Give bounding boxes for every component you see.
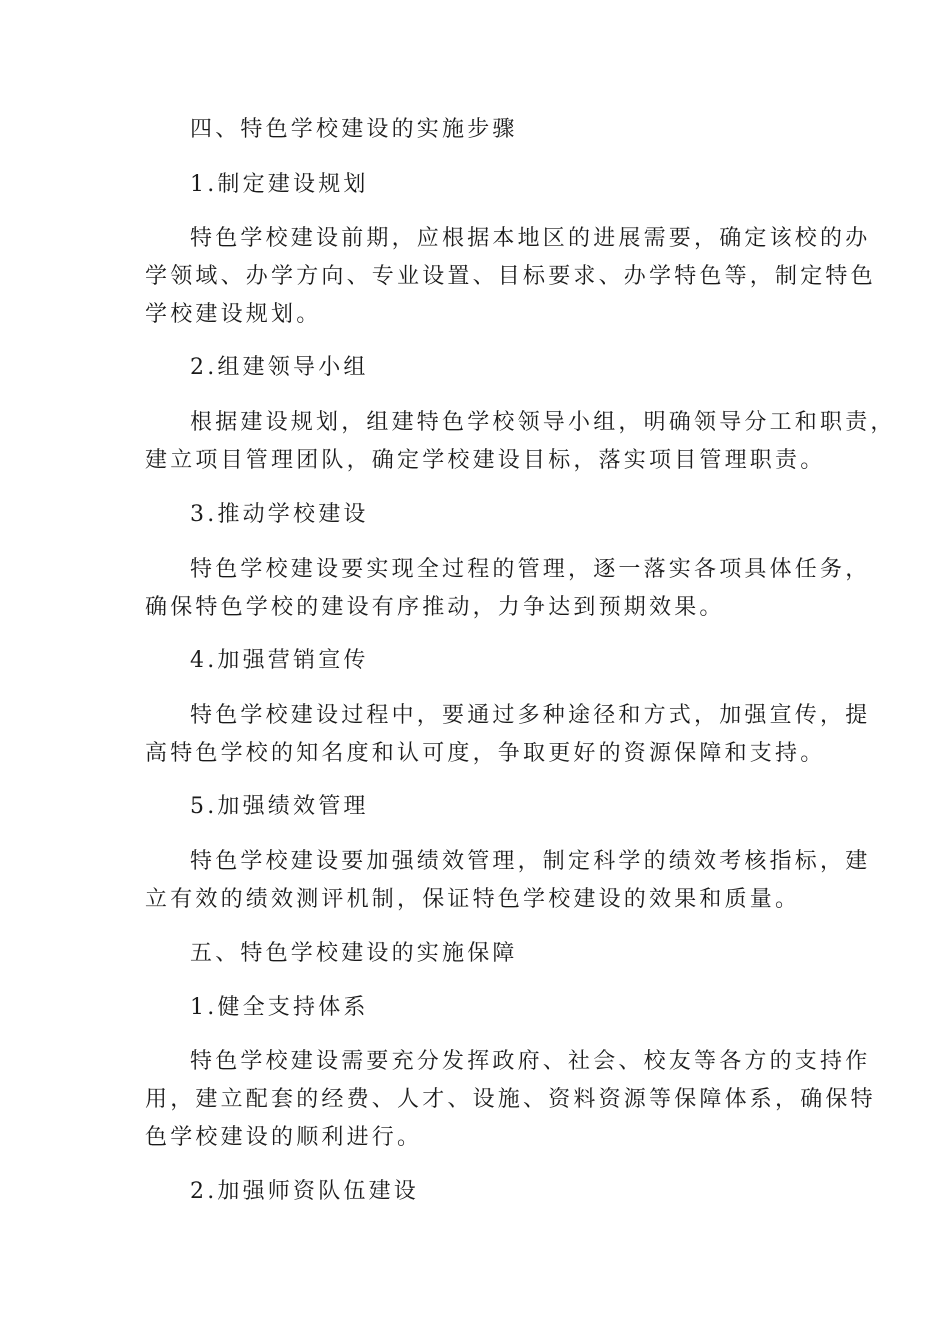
paragraph-line: 高特色学校的知名度和认可度，争取更好的资源保障和支持。 [145, 741, 826, 766]
paragraph-line: 学领域、办学方向、专业设置、目标要求、办学特色等，制定特色 [145, 264, 876, 289]
paragraph-line: 特色学校建设需要充分发挥政府、社会、校友等各方的支持作 [190, 1049, 871, 1074]
paragraph-line: 建立项目管理团队，确定学校建设目标，落实项目管理职责。 [145, 448, 826, 473]
item-title: 4.加强营销宣传 [190, 648, 369, 673]
paragraph-line: 色学校建设的顺利进行。 [145, 1125, 423, 1150]
paragraph-line: 特色学校建设前期，应根据本地区的进展需要，确定该校的办 [190, 226, 871, 251]
paragraph-line: 确保特色学校的建设有序推动，力争达到预期效果。 [145, 595, 725, 620]
item-title: 1.制定建设规划 [190, 172, 369, 197]
paragraph-line: 根据建设规划，组建特色学校领导小组，明确领导分工和职责， [190, 410, 896, 435]
item-title: 5.加强绩效管理 [190, 794, 369, 819]
item-title: 3.推动学校建设 [190, 502, 369, 527]
paragraph-line: 立有效的绩效测评机制，保证特色学校建设的效果和质量。 [145, 887, 801, 912]
section-heading: 五、特色学校建设的实施保障 [190, 941, 518, 966]
item-title: 2.加强师资队伍建设 [190, 1179, 419, 1204]
item-title: 1.健全支持体系 [190, 995, 369, 1020]
section-heading: 四、特色学校建设的实施步骤 [190, 117, 518, 142]
paragraph-line: 特色学校建设过程中，要通过多种途径和方式，加强宣传，提 [190, 703, 871, 728]
item-title: 2.组建领导小组 [190, 355, 369, 380]
paragraph-line: 特色学校建设要加强绩效管理，制定科学的绩效考核指标，建 [190, 849, 871, 874]
paragraph-line: 学校建设规划。 [145, 302, 322, 327]
paragraph-line: 用，建立配套的经费、人才、设施、资料资源等保障体系，确保特 [145, 1087, 876, 1112]
paragraph-line: 特色学校建设要实现全过程的管理，逐一落实各项具体任务， [190, 557, 871, 582]
